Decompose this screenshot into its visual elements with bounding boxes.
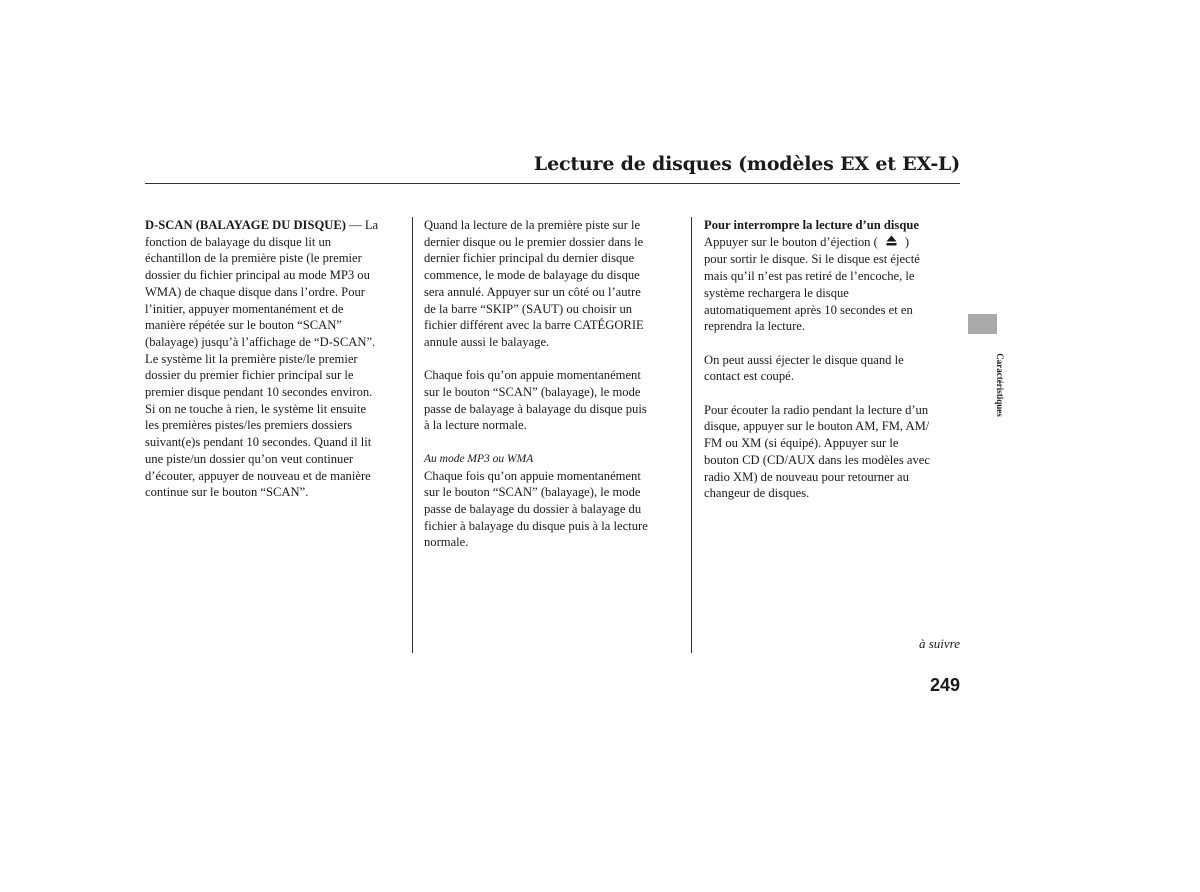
dash: — bbox=[345, 218, 365, 232]
text-line: normale. bbox=[424, 535, 469, 550]
header-rule bbox=[145, 183, 960, 184]
text-line: Chaque fois qu’on appuie momentanément bbox=[424, 368, 641, 383]
text-line: de la barre “SKIP” (SAUT) ou choisir un bbox=[424, 301, 633, 316]
text-line: l’initier, appuyer momentanément et de bbox=[145, 301, 344, 316]
column-eject bbox=[704, 217, 962, 502]
column-dscan bbox=[145, 217, 407, 501]
text-line: fonction de balayage du disque lit un bbox=[145, 234, 332, 249]
text-line: fichier différent avec la barre CATÉGORIE bbox=[424, 318, 644, 333]
text-line: dernier disque ou le premier dossier dans le bbox=[424, 234, 644, 249]
section-tab-label: Caractéristiques bbox=[995, 353, 1005, 417]
column-divider bbox=[412, 217, 413, 653]
text-line: Le système lit la première piste/le premier bbox=[145, 351, 358, 366]
text-line: les premières pistes/les premiers dossiers bbox=[145, 418, 353, 433]
text-line: passe de balayage à balayage du disque puis bbox=[424, 401, 647, 416]
text-line: FM ou XM (si équipé). Appuyer sur le bbox=[704, 436, 899, 451]
paragraph bbox=[704, 234, 962, 335]
paragraph bbox=[704, 402, 962, 502]
subheading: Au mode MP3 ou WMA bbox=[424, 452, 534, 465]
text-line: premier disque pendant 10 secondes environ. bbox=[145, 385, 373, 400]
text-line: (balayage) jusqu’à l’affichage de “D-SCAN”. bbox=[145, 334, 376, 349]
section-tab bbox=[968, 314, 997, 334]
page-number: 249 bbox=[929, 675, 960, 695]
text-line: échantillon de la première piste (le premier bbox=[145, 251, 362, 266]
text-line: dossier du fichier principal au mode MP3 ou bbox=[145, 268, 370, 283]
column-divider bbox=[691, 217, 692, 653]
text-line: fichier à balayage du disque puis à la lecture bbox=[424, 518, 648, 533]
paragraph bbox=[145, 217, 407, 501]
page-title: Lecture de disques (modèles EX et EX-L) bbox=[533, 153, 960, 175]
text-line: WMA) de chaque disque dans l’ordre. Pour bbox=[145, 284, 365, 299]
section-heading: D-SCAN (BALAYAGE DU DISQUE) bbox=[145, 218, 346, 232]
text-line: annule aussi le balayage. bbox=[424, 334, 550, 349]
text-line: continue sur le bouton “SCAN”. bbox=[145, 485, 309, 500]
text-line: Appuyer sur le bouton d’éjection ( bbox=[704, 234, 878, 249]
eject-icon bbox=[886, 235, 897, 252]
text-line: Si on ne touche à rien, le système lit ensuite bbox=[145, 401, 367, 416]
column-scan-end bbox=[424, 217, 676, 551]
paragraph bbox=[424, 468, 676, 552]
text-line: contact est coupé. bbox=[704, 369, 794, 384]
text-line: Pour écouter la radio pendant la lecture d’un bbox=[704, 402, 929, 417]
text-line: radio XM) de nouveau pour retourner au bbox=[704, 469, 909, 484]
text-line: bouton CD (CD/AUX dans les modèles avec bbox=[704, 452, 930, 467]
text-line: La bbox=[364, 218, 379, 232]
text-line: à la lecture normale. bbox=[424, 418, 527, 433]
text-line: pour sortir le disque. Si le disque est éjecté bbox=[704, 252, 920, 267]
text-line: Chaque fois qu’on appuie momentanément bbox=[424, 468, 641, 483]
text-line: sera annulé. Appuyer sur un côté ou l’autre bbox=[424, 284, 641, 299]
text-line: passe de balayage du dossier à balayage du bbox=[424, 501, 642, 516]
text-line: mais qu’il n’est pas retiré de l’encoche, le bbox=[704, 269, 915, 284]
text-line: disque, appuyer sur le bouton AM, FM, AM/ bbox=[704, 419, 930, 434]
paragraph bbox=[424, 367, 676, 434]
text-line: suivant(e)s pendant 10 secondes. Quand il lit bbox=[145, 435, 372, 450]
paragraph bbox=[424, 217, 676, 351]
text-line: dernier fichier principal du dernier disque bbox=[424, 251, 635, 266]
text-line: reprendra la lecture. bbox=[704, 319, 806, 334]
text-line: manière répétée sur le bouton “SCAN” bbox=[145, 318, 342, 333]
text-line: commence, le mode de balayage du disque bbox=[424, 268, 640, 283]
text-line: automatiquement après 10 secondes et en bbox=[704, 302, 913, 317]
text-line: sur le bouton “SCAN” (balayage), le mode bbox=[424, 485, 641, 500]
text-line: d’écouter, appuyer de nouveau et de manière bbox=[145, 468, 371, 483]
section-heading: Pour interrompre la lecture d’un disque bbox=[704, 218, 919, 232]
text-line: changeur de disques. bbox=[704, 486, 810, 501]
text-line: dossier du premier fichier principal sur le bbox=[145, 368, 354, 383]
text-line: On peut aussi éjecter le disque quand le bbox=[704, 352, 904, 367]
text-line: ) bbox=[904, 234, 910, 249]
text-line: système rechargera le disque bbox=[704, 285, 849, 300]
text-line: Quand la lecture de la première piste sur le bbox=[424, 218, 641, 232]
text-line: une piste/un dossier qu’on veut continuer bbox=[145, 451, 354, 466]
text-line: sur le bouton “SCAN” (balayage), le mode bbox=[424, 385, 641, 400]
paragraph bbox=[704, 352, 962, 385]
continue-note: à suivre bbox=[918, 636, 960, 651]
